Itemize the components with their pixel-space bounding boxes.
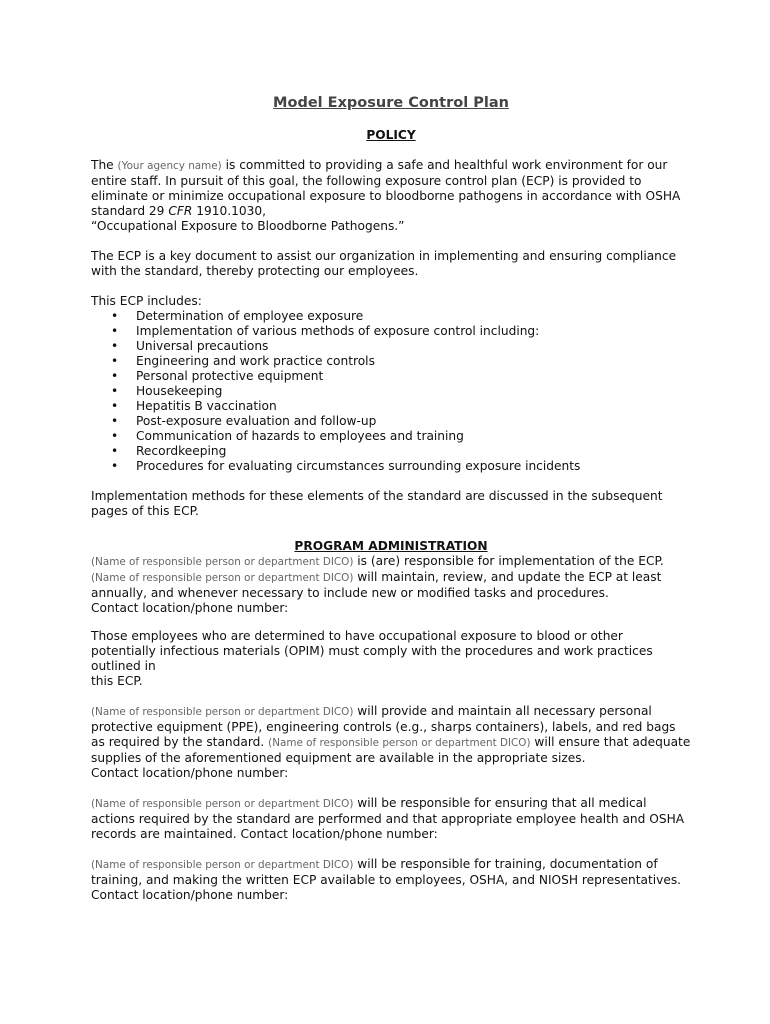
list-item: • Post-exposure evaluation and follow-up bbox=[111, 414, 377, 428]
list-item: • Determination of employee exposure bbox=[111, 309, 364, 323]
cfr-text: CFR bbox=[168, 204, 193, 218]
document-body bbox=[91, 90, 691, 903]
list-item: • Hepatitis B vaccination bbox=[111, 399, 277, 413]
list-item: • Implementation of various methods of exposure control including: bbox=[111, 324, 540, 338]
responsible-person-placeholder: (Name of responsible person or department DICO) bbox=[91, 798, 354, 810]
responsible-person-placeholder: (Name of responsible person or department DICO) bbox=[91, 572, 354, 584]
list-item: • Communication of hazards to employees and training bbox=[111, 429, 464, 443]
responsible-person-placeholder: (Name of responsible person or department DICO) bbox=[268, 737, 531, 749]
program-paragraph-1: (Name of responsible person or department DICO) is (are) responsible for implementation of the ECP. (Name of responsible person or department DICO) will maintain, review, and update the ECP at least annually, and whenever necessary to include new or modified tasks and procedures. Contact location/phone number: bbox=[91, 554, 664, 615]
standard-quote: “Occupational Exposure to Bloodborne Pathogens.” bbox=[91, 219, 405, 233]
list-item: • Universal precautions bbox=[111, 339, 269, 353]
program-paragraph-5: (Name of responsible person or department DICO) will be responsible for training, documentation of training, and making the written ECP available to employees, OSHA, and NIOSH representatives. Contact location/phone number: bbox=[91, 857, 682, 902]
list-item: • Procedures for evaluating circumstances surrounding exposure incidents bbox=[111, 459, 581, 473]
list-item: • Recordkeeping bbox=[111, 444, 227, 458]
list-item: • Housekeeping bbox=[111, 384, 223, 398]
agency-name-placeholder: (Your agency name) bbox=[117, 160, 222, 172]
list-item: • Engineering and work practice controls bbox=[111, 354, 375, 368]
policy-heading: POLICY bbox=[366, 128, 416, 142]
ecp-includes-intro: This ECP includes: bbox=[91, 294, 202, 308]
responsible-person-placeholder: (Name of responsible person or department DICO) bbox=[91, 859, 354, 871]
program-paragraph-3: (Name of responsible person or department DICO) will provide and maintain all necessary personal protective equipment (PPE), engineering controls (e.g., sharps containers), labels, and red bags as required by the standard. (Name of responsible person or department DICO) will ensure that adequate supplies of the aforementioned equipment are available in the appropriate sizes. Contact location/phone number: bbox=[91, 704, 691, 780]
contact-line: Contact location/phone number: bbox=[91, 888, 289, 902]
responsible-person-placeholder: (Name of responsible person or department DICO) bbox=[91, 706, 354, 718]
program-paragraph-4: (Name of responsible person or department DICO) will be responsible for ensuring that all medical actions required by the standard are performed and that appropriate employee health and OSHA records are maintained. Contact location/phone number: bbox=[91, 796, 685, 841]
program-paragraph-2: Those employees who are determined to have occupational exposure to blood or other potentially infectious materials (OPIM) must comply with the procedures and work practices outlined in this ECP. bbox=[91, 629, 653, 688]
document-title: Model Exposure Control Plan bbox=[273, 95, 509, 111]
ecp-includes-list bbox=[91, 309, 691, 474]
program-administration-heading: PROGRAM ADMINISTRATION bbox=[294, 539, 488, 553]
contact-line: Contact location/phone number: bbox=[91, 601, 289, 615]
contact-line: Contact location/phone number: bbox=[91, 766, 289, 780]
implementation-paragraph: Implementation methods for these elements of the standard are discussed in the subsequent pages of this ECP. bbox=[91, 489, 663, 518]
list-item: • Personal protective equipment bbox=[111, 369, 324, 383]
policy-paragraph-1: The (Your agency name) is committed to providing a safe and healthful work environment for our entire staff. In pursuit of this goal, the following exposure control plan (ECP) is provided to eliminate or minimize occupational exposure to bloodborne pathogens in accordance with OSHA standard 29 CFR 1910.1030, “Occupational Exposure to Bloodborne Pathogens.” bbox=[91, 158, 681, 233]
policy-paragraph-2: The ECP is a key document to assist our organization in implementing and ensuring compliance with the standard, thereby protecting our employees. bbox=[91, 249, 677, 278]
responsible-person-placeholder: (Name of responsible person or department DICO) bbox=[91, 556, 354, 568]
